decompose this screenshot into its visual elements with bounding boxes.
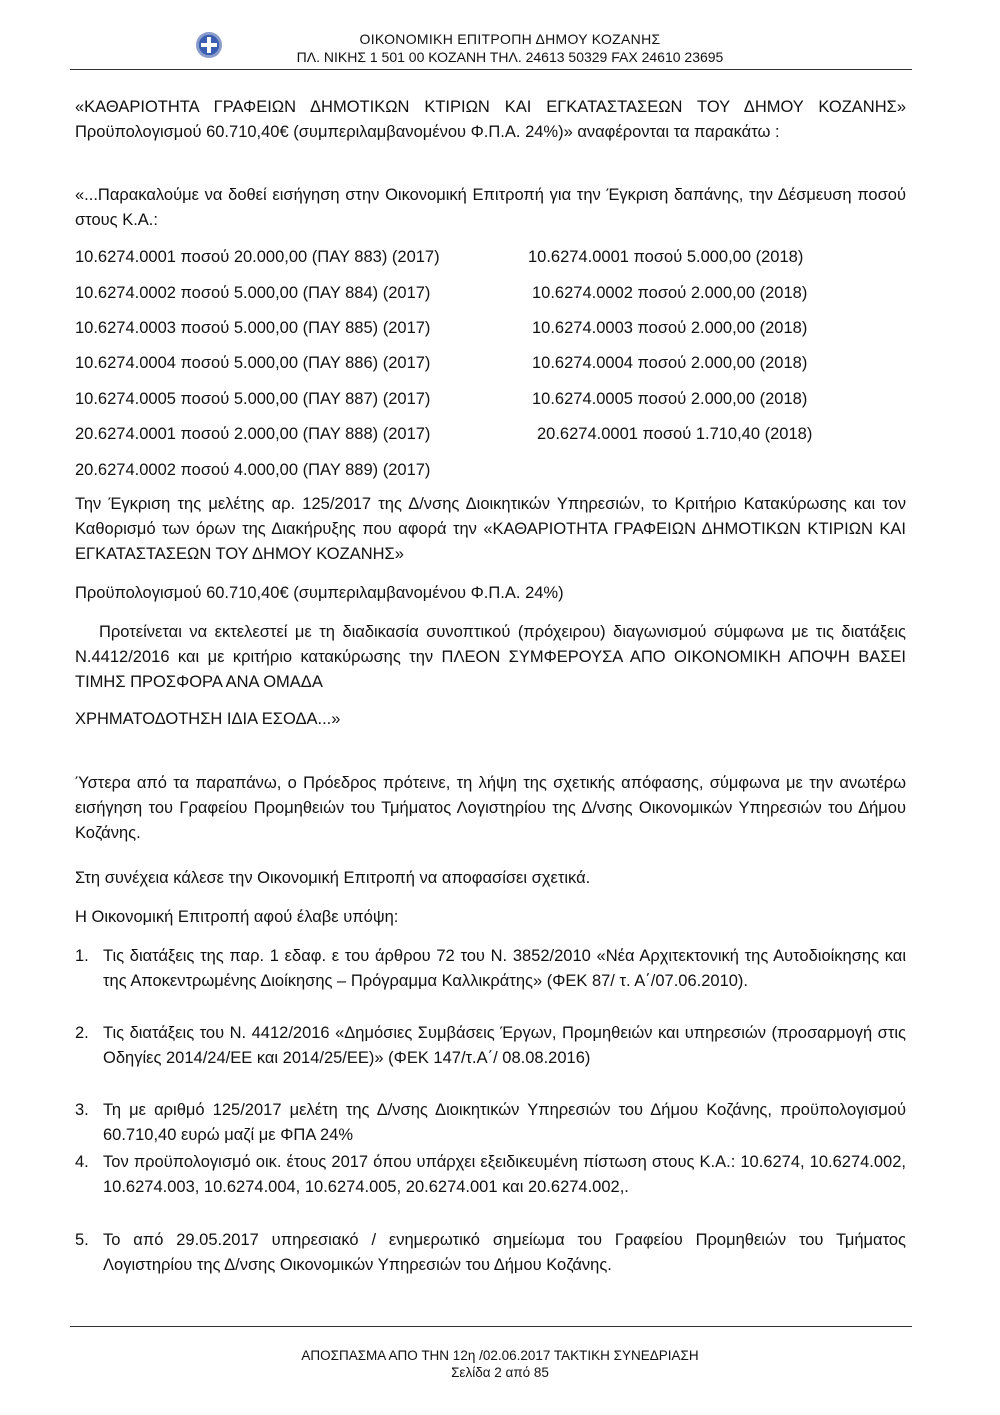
ka-2017: 20.6274.0001 ποσού 2.000,00 (ΠΑΥ 888) (2017) [75, 425, 431, 443]
request-paragraph: «...Παρακαλούμε να δοθεί εισήγηση στην Οικονομική Επιτροπή για την Έγκριση δαπάνης, την Δέσμευση ποσού στους Κ.Α.: [75, 186, 906, 229]
list-text: Τον προϋπολογισμό οικ. έτους 2017 όπου υπάρχει εξειδικευμένη πίστωση στους Κ.Α.: 10.6274, 10.6274.002, 10.6274.003, 10.6274.004, 10.6274.005, 20.6274.001 και 20.6274.002,. [103, 1153, 906, 1196]
approval-paragraph: Την Έγκριση της μελέτης αρ. 125/2017 της Δ/νσης Διοικητικών Υπηρεσιών, το Κριτήριο Κατακύρωσης και τον Καθορισμό των όρων της Διακήρυξης που αφορά την «ΚΑΘΑΡΙΟΤΗΤΑ ΓΡΑΦΕΙΩΝ ΔΗΜΟΤΙΚΩΝ ΚΤΙΡΙΩΝ ΚΑΙ ΕΓΚΑΤΑΣΤΑΣΕΩΝ ΤΟΥ ΔΗΜΟΥ ΚΟΖΑΝΗΣ» [75, 495, 906, 563]
ka-2017: 20.6274.0002 ποσού 4.000,00 (ΠΑΥ 889) (2017) [75, 461, 431, 479]
list-text: Τις διατάξεις του Ν. 4412/2016 «Δημόσιες Συμβάσεις Έργων, Προμηθειών και υπηρεσιών (προσαρμογή στις Οδηγίες 2014/24/ΕΕ και 2014/25/ΕΕ)» (ΦΕΚ 147/τ.Α΄/ 08.08.2016) [103, 1024, 906, 1067]
ka-2017: 10.6274.0003 ποσού 5.000,00 (ΠΑΥ 885) (2017) [75, 319, 431, 337]
ka-2018: 10.6274.0002 ποσού 2.000,00 (2018) [532, 284, 808, 302]
list-text: Το από 29.05.2017 υπηρεσιακό / ενημερωτικό σημείωμα του Γραφείου Προμηθειών του Τμήματος Λογιστηρίου της Δ/νσης Οικονομικών Υπηρεσιών του Δήμου Κοζάνης. [103, 1231, 906, 1274]
header-divider [70, 69, 912, 70]
ka-2018: 20.6274.0001 ποσού 1.710,40 (2018) [537, 425, 813, 443]
funding-line: ΧΡΗΜΑΤΟΔΟΤΗΣΗ ΙΔΙΑ ΕΣΟΔΑ...» [75, 710, 341, 728]
ka-2017: 10.6274.0004 ποσού 5.000,00 (ΠΑΥ 886) (2017) [75, 354, 431, 372]
ka-row [75, 281, 906, 306]
after-paragraph: Ύστερα από τα παραπάνω, ο Πρόεδρος πρότεινε, τη λήψη της σχετικής απόφασης, σύμφωνα με την ανωτέρω εισήγηση του Γραφείου Προμηθειών του Τμήματος Λογιστηρίου της Δ/νσης Οικονομικών Υπηρεσιών του Δήμου Κοζάνης. [75, 774, 906, 842]
ka-row [75, 351, 906, 376]
ka-2018: 10.6274.0004 ποσού 2.000,00 (2018) [532, 354, 808, 372]
ka-row [75, 458, 906, 483]
ka-row [75, 387, 906, 412]
ka-2017: 10.6274.0002 ποσού 5.000,00 (ΠΑΥ 884) (2017) [75, 284, 431, 302]
considering-line: Η Οικονομική Επιτροπή αφού έλαβε υπόψη: [75, 908, 399, 926]
footer-page-number: Σελίδα 2 από 85 [451, 1365, 549, 1380]
ka-2018: 10.6274.0001 ποσού 5.000,00 (2018) [528, 248, 804, 266]
list-number: 4. [75, 1153, 89, 1171]
ka-2017: 10.6274.0001 ποσού 20.000,00 (ΠΑΥ 883) (2017) [75, 248, 440, 266]
footer-divider [70, 1326, 912, 1327]
list-number: 1. [75, 947, 89, 965]
footer-session: ΑΠΟΣΠΑΣΜΑ ΑΠΟ ΤΗΝ 12η /02.06.2017 ΤΑΚΤΙΚΗ ΣΥΝΕΔΡΙΑΣΗ [301, 1348, 699, 1363]
invite-line: Στη συνέχεια κάλεσε την Οικονομική Επιτροπή να αποφασίσει σχετικά. [75, 869, 591, 887]
intro-paragraph: «ΚΑΘΑΡΙΟΤΗΤΑ ΓΡΑΦΕΙΩΝ ΔΗΜΟΤΙΚΩΝ ΚΤΙΡΙΩΝ ΚΑΙ ΕΓΚΑΤΑΣΤΑΣΕΩΝ ΤΟΥ ΔΗΜΟΥ ΚΟΖΑΝΗΣ» Προϋπολογισμού 60.710,40€ (συμπεριλαμβανομένου Φ.Π.Α. 24%)» αναφέρονται τα παρακάτω : [75, 98, 906, 141]
header-address: ΠΛ. ΝΙΚΗΣ 1 501 00 ΚΟΖΑΝΗ ΤΗΛ. 24613 50329 FAX 24610 23695 [296, 49, 724, 65]
proposal-paragraph: Προτείνεται να εκτελεστεί με τη διαδικασία συνοπτικού (πρόχειρου) διαγωνισμού σύμφωνα με τις διατάξεις Ν.4412/2016 και με κριτήριο κατακύρωσης την ΠΛΕΟΝ ΣΥΜΦΕΡΟΥΣΑ ΑΠΟ ΟΙΚΟΝΟΜΙΚΗ ΑΠΟΨΗ ΒΑΣΕΙ ΤΙΜΗΣ ΠΡΟΣΦΟΡΑ ΑΝΑ ΟΜΑΔΑ [75, 623, 906, 691]
list-number: 3. [75, 1101, 89, 1119]
list-text: Τη με αριθμό 125/2017 μελέτη της Δ/νσης Διοικητικών Υπηρεσιών του Δήμου Κοζάνης, προϋπολογισμού 60.710,40 ευρώ μαζί με ΦΠΑ 24% [103, 1101, 906, 1144]
ka-row [75, 316, 906, 341]
ka-2017: 10.6274.0005 ποσού 5.000,00 (ΠΑΥ 887) (2017) [75, 390, 431, 408]
ka-row [75, 422, 906, 447]
list-number: 5. [75, 1231, 89, 1249]
budget-line: Προϋπολογισμού 60.710,40€ (συμπεριλαμβανομένου Φ.Π.Α. 24%) [75, 584, 564, 602]
ka-2018: 10.6274.0003 ποσού 2.000,00 (2018) [532, 319, 808, 337]
header-title: ΟΙΚΟΝΟΜΙΚΗ ΕΠΙΤΡΟΠΗ ΔΗΜΟΥ ΚΟΖΑΝΗΣ [359, 31, 661, 47]
list-number: 2. [75, 1024, 89, 1042]
ka-2018: 10.6274.0005 ποσού 2.000,00 (2018) [532, 390, 808, 408]
list-text: Τις διατάξεις της παρ. 1 εδαφ. ε του άρθρου 72 του Ν. 3852/2010 «Νέα Αρχιτεκτονική της Αυτοδιοίκησης και της Αποκεντρωμένης Διοίκησης – Πρόγραμμα Καλλικράτης» (ΦΕΚ 87/ τ. Α΄/07.06.2010). [103, 947, 906, 990]
ka-row [75, 245, 906, 270]
